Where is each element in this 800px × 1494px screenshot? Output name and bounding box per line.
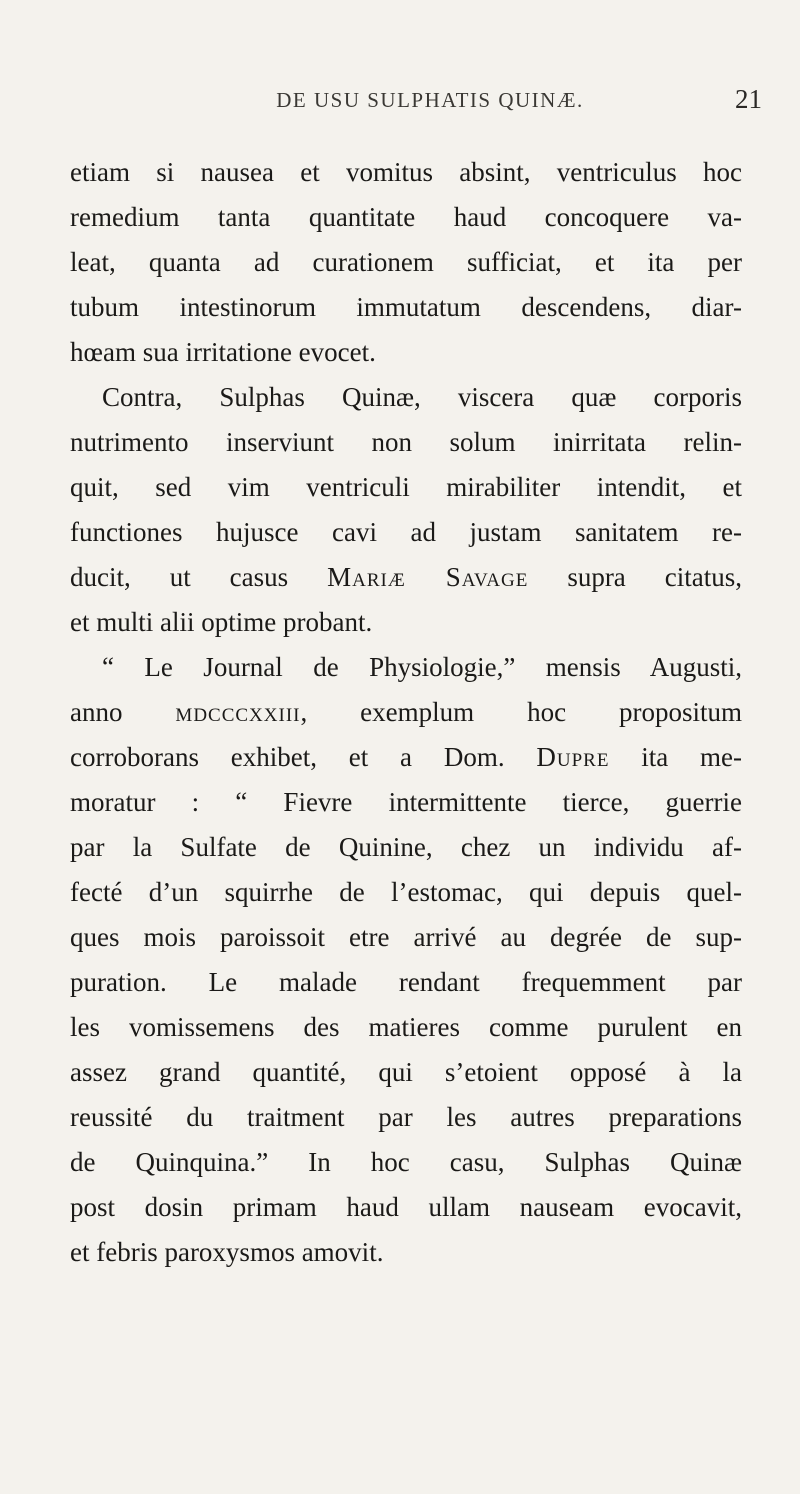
text-line: functiones hujusce cavi ad justam sanitatem re- [70, 517, 742, 547]
text-line: “ Le Journal de Physiologie,” mensis Augusti, [102, 652, 742, 682]
text-line: hœam sua irritatione evocet. [70, 337, 376, 367]
text-line: et febris paroxysmos amovit. [70, 1237, 384, 1267]
text-line: post dosin primam haud ullam nauseam evocavit, [70, 1192, 742, 1222]
text-span: , exemplum hoc propositum [300, 697, 742, 727]
text-line: quit, sed vim ventriculi mirabiliter intendit, et [70, 472, 742, 502]
text-line: puration. Le malade rendant frequemment par [70, 967, 742, 997]
text-line [70, 735, 742, 780]
roman-year: mdcccxxiii [175, 697, 301, 727]
running-title: DE USU SULPHATIS QUINÆ. [276, 88, 584, 112]
text-line: leat, quanta ad curationem sufficiat, et ita per [70, 247, 742, 277]
body-text [70, 150, 742, 1275]
person-name: Dupre [536, 742, 610, 772]
person-name: Mariæ Savage [327, 562, 529, 592]
text-line: les vomissemens des matieres comme purulent en [70, 1012, 742, 1042]
text-line: et multi alii optime probant. [70, 607, 373, 637]
text-line: etiam si nausea et vomitus absint, ventriculus hoc [70, 157, 742, 187]
text-line: ques mois paroissoit etre arrivé au degrée de sup- [70, 922, 742, 952]
text-line: nutrimento inserviunt non solum inirritata relin- [70, 427, 742, 457]
text-line: moratur : “ Fievre intermittente tierce, guerrie [70, 787, 742, 817]
text-line: par la Sulfate de Quinine, chez un individu af- [70, 832, 742, 862]
text-line: Contra, Sulphas Quinæ, viscera quæ corporis [102, 382, 742, 412]
text-line: de Quinquina.” In hoc casu, Sulphas Quinæ [70, 1147, 742, 1177]
text-line: reussité du traitment par les autres preparations [70, 1102, 742, 1132]
text-line: remedium tanta quantitate haud concoquere va- [70, 202, 742, 232]
text-line [70, 690, 742, 735]
text-line: fecté d’un squirrhe de l’estomac, qui depuis quel- [70, 877, 742, 907]
text-line: assez grand quantité, qui s’etoient opposé à la [70, 1057, 742, 1087]
text-span: anno [70, 697, 176, 727]
running-head [150, 84, 766, 128]
text-span: corroborans exhibet, et a Dom. [70, 742, 537, 772]
text-span: supra citatus, [528, 562, 742, 592]
text-span: ducit, ut casus [70, 562, 328, 592]
page-number: 21 [735, 84, 762, 114]
text-line: tubum intestinorum immutatum descendens, diar- [70, 292, 742, 322]
text-span: ita me- [609, 742, 743, 772]
text-line [70, 555, 742, 600]
